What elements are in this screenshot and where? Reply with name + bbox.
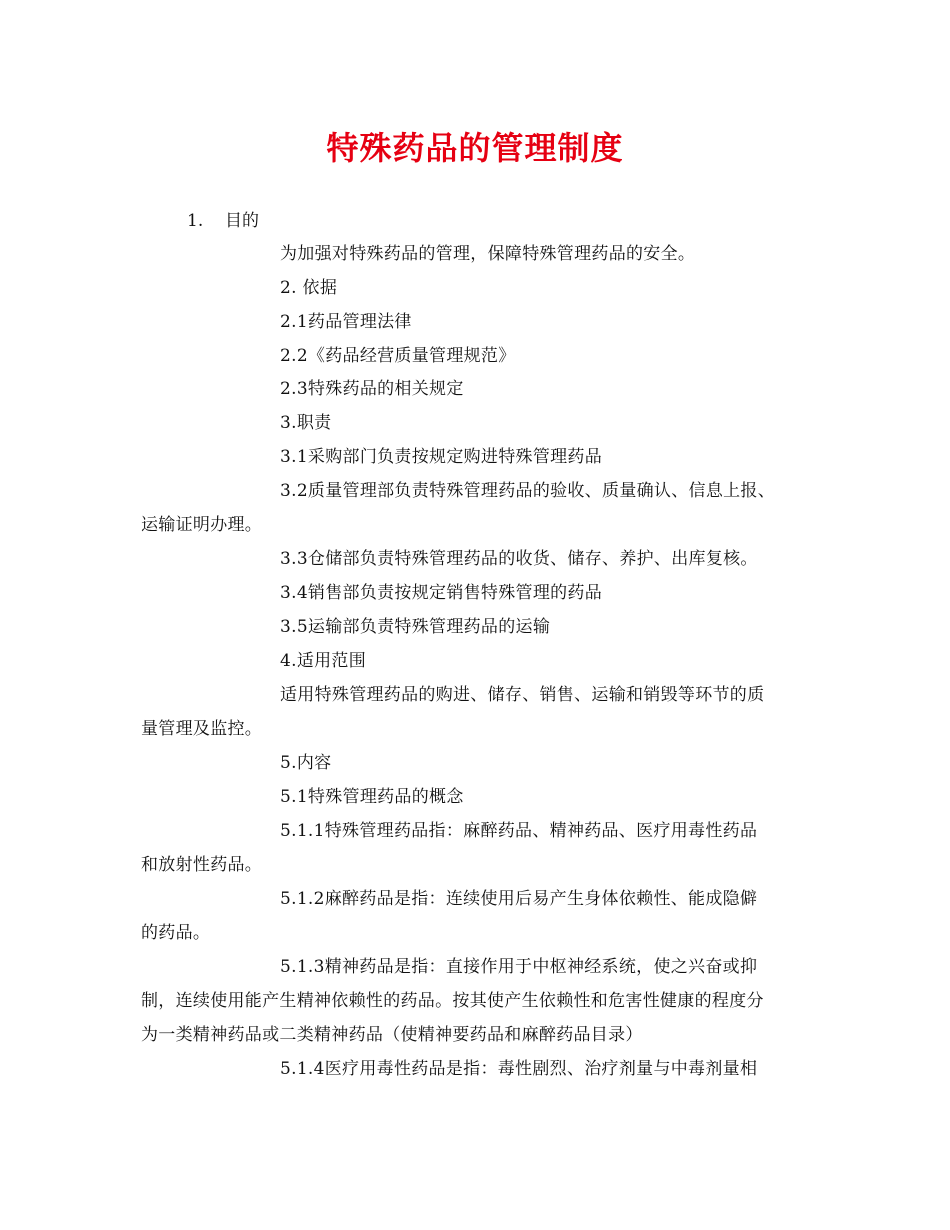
section-1-label: 目的 (225, 211, 259, 231)
item-5-1-3-cont-2: 为一类精神药品或二类精神药品（使精神要药品和麻醉药品目录） (141, 1025, 643, 1045)
item-3-1: 3.1采购部门负责按规定购进特殊管理药品 (280, 447, 603, 467)
section-1-number: 1. (187, 211, 204, 231)
section-1-heading (187, 208, 259, 234)
document-title: 特殊药品的管理制度 (326, 129, 624, 167)
item-5-1: 5.1特殊管理药品的概念 (280, 787, 464, 807)
item-3-2: 3.2质量管理部负责特殊管理药品的验收、质量确认、信息上报、 (280, 481, 776, 501)
item-3-5: 3.5运输部负责特殊管理药品的运输 (280, 617, 551, 637)
paragraph-purpose: 为加强对特殊药品的管理，保障特殊管理药品的安全。 (280, 244, 696, 264)
section-2-heading: 2. 依据 (280, 278, 338, 298)
item-2-1: 2.1药品管理法律 (280, 312, 412, 332)
item-5-1-2-cont: 的药品。 (141, 923, 211, 943)
item-5-1-1: 5.1.1特殊管理药品指：麻醉药品、精神药品、医疗用毒性药品 (280, 821, 758, 841)
item-2-3: 2.3特殊药品的相关规定 (280, 379, 464, 399)
section-3-heading: 3.职责 (280, 413, 332, 433)
item-5-1-3: 5.1.3精神药品是指：直接作用于中枢神经系统，使之兴奋或抑 (280, 957, 758, 977)
item-2-2: 2.2《药品经营质量管理规范》 (280, 346, 516, 366)
item-3-2-cont: 运输证明办理。 (141, 515, 263, 535)
section-4-heading: 4.适用范围 (280, 651, 367, 671)
item-5-1-2: 5.1.2麻醉药品是指：连续使用后易产生身体依赖性、能成隐僻 (280, 889, 758, 909)
item-5-1-1-cont: 和放射性药品。 (141, 855, 263, 875)
section-5-heading: 5.内容 (280, 753, 332, 773)
item-5-1-3-cont-1: 制，连续使用能产生精神依赖性的药品。按其使产生依赖性和危害性健康的程度分 (141, 991, 764, 1011)
paragraph-scope-cont: 量管理及监控。 (141, 719, 263, 739)
item-3-3: 3.3仓储部负责特殊管理药品的收货、储存、养护、出库复核。 (280, 549, 758, 569)
item-3-4: 3.4销售部负责按规定销售特殊管理的药品 (280, 583, 603, 603)
paragraph-scope: 适用特殊管理药品的购进、储存、销售、运输和销毁等环节的质 (280, 685, 765, 705)
item-5-1-4: 5.1.4医疗用毒性药品是指：毒性剧烈、治疗剂量与中毒剂量相 (280, 1059, 758, 1079)
